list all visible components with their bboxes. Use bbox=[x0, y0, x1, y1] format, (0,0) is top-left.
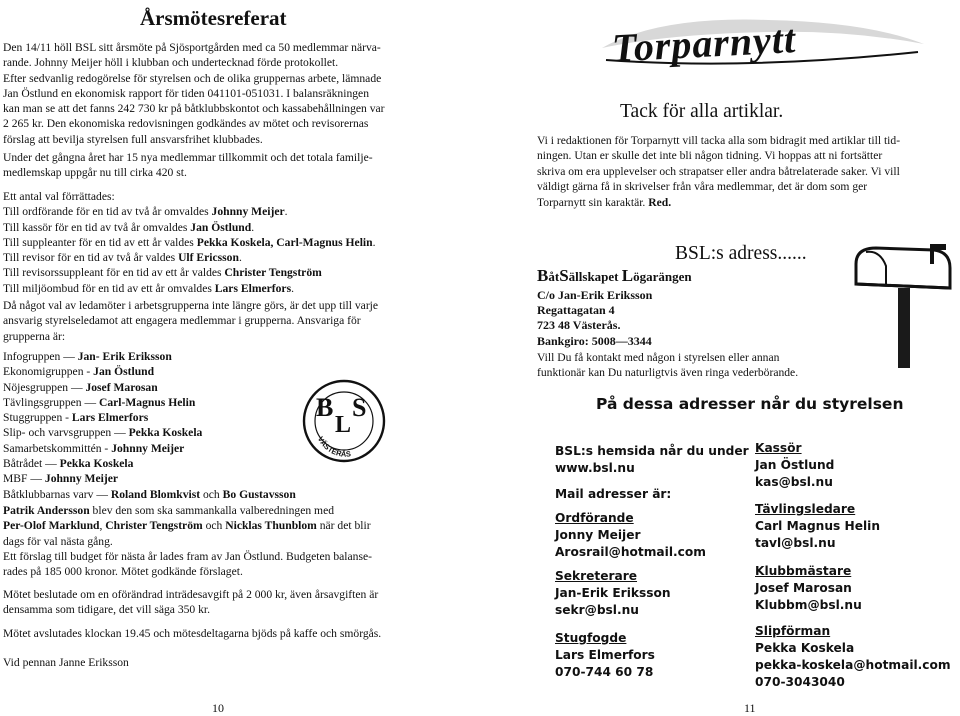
club-name: BåtSällskapet Lögarängen bbox=[537, 266, 692, 285]
contact-name: Pekka Koskela bbox=[755, 641, 855, 655]
text-line: medlemskap uppgår nu till cirka 420 st. bbox=[3, 166, 187, 180]
editor-signoff: Red. bbox=[648, 195, 672, 209]
page-number-left: 10 bbox=[212, 701, 224, 715]
contact-tavlingsledare bbox=[755, 501, 880, 552]
text-line: Då något val av ledamöter i arbetsgrupperna inte längre görs, är det upp till varje bbox=[3, 299, 379, 312]
text-line: Under det gångna året har 15 nya medlemmar tillkommit och det totala familje- bbox=[3, 151, 373, 164]
contact-email[interactable]: tavl@bsl.nu bbox=[755, 536, 836, 550]
signature: Vid pennan Janne Eriksson bbox=[3, 656, 129, 669]
masthead-text: Torparnytt bbox=[610, 16, 798, 71]
valberedning-paragraph bbox=[3, 503, 421, 579]
text-line: ningen. Utan er skulle det inte bli någon tidning. Vi hoppas att ni fortsätter bbox=[537, 149, 883, 163]
contact-sekreterare bbox=[555, 568, 671, 619]
bls-club-logo bbox=[302, 378, 387, 466]
page-number-right: 11 bbox=[744, 701, 756, 715]
intro-paragraph bbox=[3, 40, 421, 147]
text-line: Ett förslag till budget för nästa år lades fram av Jan Östlund. Budgeten balanse- bbox=[3, 549, 372, 563]
contact-role: Klubbmästare bbox=[755, 564, 852, 578]
contact-stugfogde bbox=[555, 630, 655, 681]
article-title: Årsmötesreferat bbox=[140, 6, 287, 30]
election-line: Till revisor för en tid av två år valdes Ulf Ericsson. bbox=[3, 251, 242, 265]
contact-role: Sekreterare bbox=[555, 569, 638, 583]
contact-phone: 070-3043040 bbox=[755, 675, 845, 689]
contact-slipforman bbox=[755, 623, 960, 691]
text-line: Patrik Andersson blev den som ska sammankalla valberedningen med bbox=[3, 504, 335, 517]
thanks-paragraph bbox=[537, 133, 952, 210]
contact-name: Jan-Erik Eriksson bbox=[555, 586, 671, 600]
text-line: Vi i redaktionen för Torparnytt vill tacka alla som bidragit med artiklar till tid- bbox=[537, 134, 901, 147]
address-line: 723 48 Västerås. bbox=[537, 318, 621, 332]
contact-email[interactable]: pekka-koskela@hotmail.com bbox=[755, 658, 951, 672]
text-line: grupperna är: bbox=[3, 329, 66, 343]
logo-letter-b: B bbox=[316, 393, 334, 422]
contact-klubbmastare bbox=[755, 563, 862, 614]
group-line: Samarbetskommittén - Johnny Meijer bbox=[3, 441, 185, 455]
elections-heading: Ett antal val förrättades: bbox=[3, 190, 115, 203]
contact-role: Kassör bbox=[755, 441, 802, 455]
thanks-heading: Tack för alla artiklar. bbox=[620, 101, 784, 122]
text-line: 2 265 kr. Den ekonomiska redovisningen godkändes av mötet och revisorernas bbox=[3, 117, 369, 131]
contact-email[interactable]: sekr@bsl.nu bbox=[555, 603, 639, 617]
text-line: Vill Du få kontakt med någon i styrelsen eller annan bbox=[537, 351, 780, 364]
text-line: rades på 185 000 kronor. Mötet godkände förslaget. bbox=[3, 565, 243, 579]
election-line: Till suppleanter för en tid av ett år valdes Pekka Koskela, Carl-Magnus Helin. bbox=[3, 235, 376, 249]
torparnytt-masthead-logo bbox=[598, 8, 928, 72]
closing-paragraph: Mötet avslutades klockan 19.45 och mötesdeltagarna bjöds på kaffe och smörgås. bbox=[3, 627, 382, 640]
text-line: väldigt gärna få in skrivelser från våra medlemmar, det är dom som ger bbox=[537, 180, 868, 194]
text-line: Jan Östlund en ekonomisk rapport för tiden 041101-051031. I balansräkningen bbox=[3, 86, 369, 100]
contact-ordforande bbox=[555, 510, 706, 561]
mailbox-icon bbox=[846, 244, 954, 370]
logo-letter-l: L bbox=[335, 412, 352, 438]
logo-ring-text: VÄSTERÅS bbox=[315, 434, 352, 459]
group-line: MBF — Johnny Meijer bbox=[3, 472, 118, 486]
contact-role: Tävlingsledare bbox=[755, 502, 856, 516]
election-line: Till revisorssuppleant för en tid av ett år valdes Christer Tengström bbox=[3, 266, 322, 280]
address-heading: BSL:s adress...... bbox=[675, 243, 807, 264]
group-line: Nöjesgruppen — Josef Marosan bbox=[3, 380, 158, 394]
text-line: förslag att bevilja styrelsen full ansvarsfrihet klubbades. bbox=[3, 132, 263, 146]
contact-phone: 070-744 60 78 bbox=[555, 665, 654, 679]
text-line: skriva om era upplevelser och strapatser eller andra båtrelaterade saker. Vi vill bbox=[537, 164, 900, 178]
text-line: Per-Olof Marklund, Christer Tengström och Nicklas Thunblom när det blir bbox=[3, 519, 371, 533]
text-line: Efter sedvanlig redogörelse för styrelsen och de olika gruppernas arbete, lämnade bbox=[3, 71, 382, 85]
contact-name: Lars Elmerfors bbox=[555, 648, 655, 662]
group-line: Slip- och varvsgruppen — Pekka Koskela bbox=[3, 426, 203, 440]
group-line: Båtrådet — Pekka Koskela bbox=[3, 457, 134, 471]
groups-intro-paragraph bbox=[3, 298, 421, 344]
members-paragraph bbox=[3, 150, 421, 181]
group-line: Ekonomigruppen - Jan Östlund bbox=[3, 365, 155, 379]
address-line: Regattagatan 4 bbox=[537, 303, 615, 317]
website-label: BSL:s hemsida når du under bbox=[555, 444, 749, 458]
contact-role: Stugfogde bbox=[555, 631, 627, 645]
contact-name: Carl Magnus Helin bbox=[755, 519, 881, 533]
elections-block bbox=[3, 189, 421, 296]
text-line: ansvarig styrelseledamot att engagera medlemmar i grupperna. Ansvariga för bbox=[3, 314, 361, 328]
group-line: Tävlingsgruppen — Carl-Magnus Helin bbox=[3, 395, 196, 409]
text-line: densamma som tidigare, det vill säga 350 kr. bbox=[3, 603, 211, 617]
election-line: Till kassör för en tid av två år omvaldes Jan Östlund. bbox=[3, 220, 255, 234]
text-line: kan man se att det fanns 242 730 kr på båtklubbskontot och kassabehållningen var bbox=[3, 102, 385, 116]
address-line: C/o Jan-Erik Eriksson bbox=[537, 288, 653, 302]
fee-paragraph bbox=[3, 587, 421, 618]
contact-role: Slipförman bbox=[755, 624, 831, 638]
election-line: Till miljöombud för en tid av ett år omvaldes Lars Elmerfors. bbox=[3, 281, 294, 295]
contact-email[interactable]: Klubbm@bsl.nu bbox=[755, 598, 862, 612]
text-line: dags för val nästa gång. bbox=[3, 534, 113, 548]
board-heading: På dessa adresser når du styrelsen bbox=[596, 395, 904, 413]
contact-paragraph bbox=[537, 350, 855, 381]
contact-role: Ordförande bbox=[555, 511, 634, 525]
website-block bbox=[555, 443, 749, 477]
text-line: Torparnytt sin karaktär. Red. bbox=[537, 195, 672, 209]
contact-kassor bbox=[755, 440, 834, 491]
contact-name: Josef Marosan bbox=[755, 581, 852, 595]
text-line: rande. Johnny Meijer höll i klubban och undertecknad förde protokollet. bbox=[3, 56, 339, 70]
website-link[interactable]: www.bsl.nu bbox=[555, 461, 635, 475]
text-line: Den 14/11 höll BSL sitt årsmöte på Sjösportgården med ca 50 medlemmar närva- bbox=[3, 41, 381, 54]
group-line: Stuggruppen - Lars Elmerfors bbox=[3, 411, 149, 425]
bankgiro: Bankgiro: 5008—3344 bbox=[537, 334, 652, 348]
group-line: Båtklubbarnas varv — Roland Blomkvist och Bo Gustavsson bbox=[3, 487, 296, 501]
contact-name: Jan Östlund bbox=[755, 458, 835, 472]
group-line: Infogruppen — Jan- Erik Eriksson bbox=[3, 350, 172, 363]
mail-heading: Mail adresser är: bbox=[555, 487, 672, 501]
text-line: funktionär kan Du naturligtvis även ringa vederbörande. bbox=[537, 366, 799, 380]
contact-name: Jonny Meijer bbox=[555, 528, 641, 542]
logo-letter-s: S bbox=[352, 393, 367, 422]
election-line: Till ordförande för en tid av två år omvaldes Johnny Meijer. bbox=[3, 205, 288, 219]
contact-email[interactable]: kas@bsl.nu bbox=[755, 475, 833, 489]
contact-email[interactable]: Arosrail@hotmail.com bbox=[555, 545, 706, 559]
text-line: Mötet beslutade om en oförändrad inträdesavgift på 2 000 kr, även årsavgiften är bbox=[3, 588, 379, 601]
